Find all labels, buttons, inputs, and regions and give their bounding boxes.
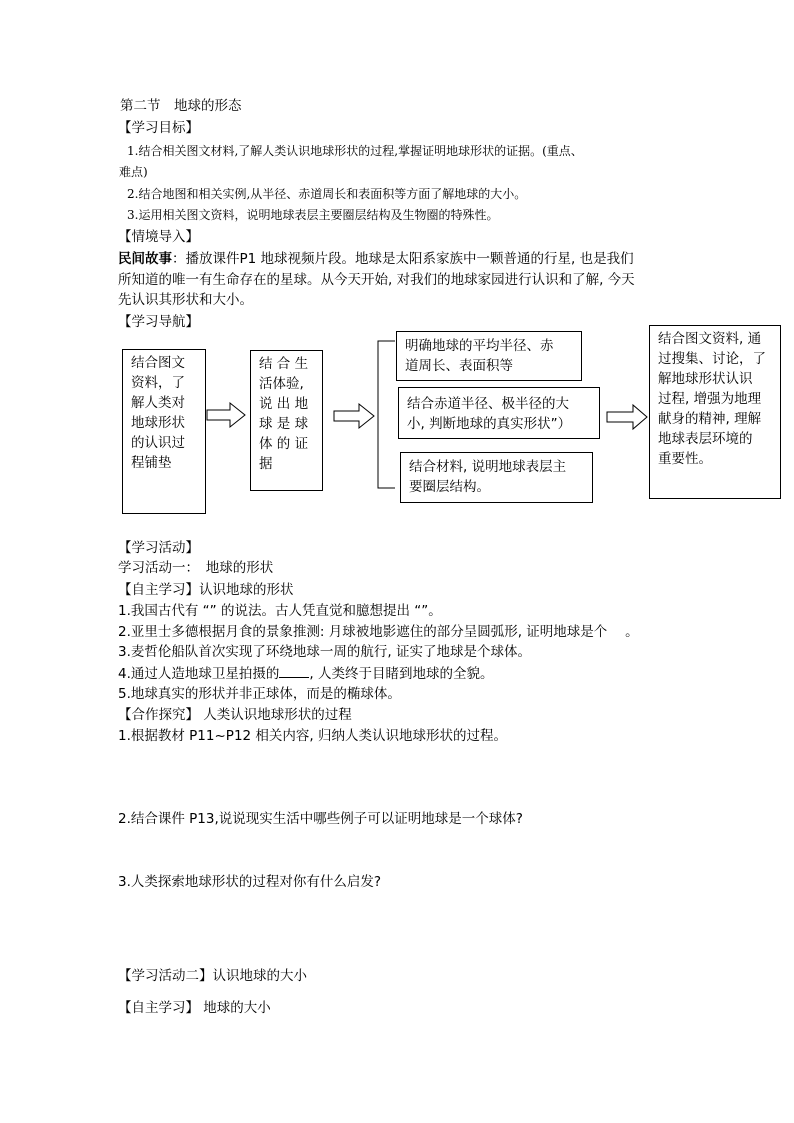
nav-box-5-line: 要圈层结构。 [409,479,490,495]
nav-box-5-line: 结合材料, 说明地球表层主 [409,459,567,475]
question-1: 1.我国古代有 “” 的说法。古人凭直觉和臆想提出 “”。 [118,603,442,619]
intro-line-1-text: ：播放课件P1 地球视频片段。地球是太阳系家族中一颗普通的行星, 也是我们 [172,251,634,267]
nav-box-6-line: 过程, 增强为地理 [658,391,762,407]
activity-2-heading: 【学习活动二】认识地球的大小 [118,968,307,984]
nav-box-2-line: 结 合 生 [259,356,309,372]
nav-box-6-line: 献身的精神, 理解 [658,411,762,427]
nav-box-1-line: 地球形状 [131,415,185,431]
nav-box-1-line: 的认识过 [131,435,185,451]
nav-box-3-line: 明确地球的平均半径、赤 [405,338,554,354]
coop-heading: 【合作探究】 人类认识地球形状的过程 [118,707,352,723]
nav-box-2-line: 球 是 球 [259,416,309,432]
question-3: 3.麦哲伦船队首次实现了环绕地球一周的航行, 证实了地球是个球体。 [118,644,531,660]
arrow-right-icon [207,403,245,427]
nav-box-1-line: 资料，了 [131,375,185,391]
arrow-right-icon [334,404,374,428]
nav-box-6-line: 结合图文资料, 通 [658,331,762,347]
goal-item-3: 3.运用相关图文资料，说明地球表层主要圈层结构及生物圈的特殊性。 [127,208,499,222]
page-title: 第二节 地球的形态 [120,98,242,114]
nav-box-1-line: 解人类对 [131,395,185,411]
nav-box-4-line: 小, 判断地球的真实形状”） [407,416,572,432]
question-4 [118,663,493,684]
question-4-text-end: , 人类终于目睹到地球的全貌。 [309,666,494,682]
coop-question-3: 3.人类探索地球形状的过程对你有什么启发? [118,874,382,890]
story-label: 民间故事 [118,251,172,267]
nav-box-6-line: 重要性。 [658,451,712,467]
goal-item-2: 2.结合地图和相关实例,从半径、赤道周长和表面积等方面了解地球的大小。 [127,187,527,201]
nav-box-1-line: 程铺垫 [131,455,172,471]
goal-item-1: 1.结合相关图文材料,了解人类认识地球形状的过程,掌握证明地球形状的证据。(重点、 [127,144,583,158]
nav-heading: 【学习导航】 [118,314,199,330]
goal-item-1-cont: 难点) [119,165,148,179]
question-4-text: 4.通过人造地球卫星拍摄的 [118,666,280,682]
nav-box-2-line: 据 [259,456,273,472]
nav-box-6-line: 过搜集、讨论，了 [658,351,766,367]
self-study-heading: 【自主学习】认识地球的形状 [118,582,294,598]
intro-line-3: 先认识其形状和大小。 [118,292,253,308]
intro-line-2: 所知道的唯一有生命存在的星球。从今天开始, 对我们的地球家园进行认识和了解, 今天 [118,272,635,288]
nav-box-2-line: 体 的 证 [259,436,309,452]
coop-question-2: 2.结合课件 P13,说说现实生活中哪些例子可以证明地球是一个球体? [118,811,523,827]
intro-heading: 【情境导入】 [118,229,199,245]
question-5: 5.地球真实的形状并非正球体，而是的椭球体。 [118,686,401,702]
activity-heading: 【学习活动】 [118,540,199,556]
arrow-right-icon [607,405,647,429]
answer-blank[interactable] [279,663,309,678]
activity-1-subtitle: 学习活动一： 地球的形状 [118,560,274,576]
activity-2-self-study: 【自主学习】 地球的大小 [118,1000,271,1016]
nav-box-4-line: 结合赤道半径、极半径的大 [407,396,569,412]
coop-question-1: 1.根据教材 P11~P12 相关内容, 归纳人类认识地球形状的过程。 [118,728,507,744]
nav-box-6-line: 解地球形状认识 [658,371,753,387]
nav-box-2-line: 活体验, [259,376,304,392]
nav-box-2-line: 说 出 地 [259,396,309,412]
nav-box-3-line: 道周长、表面积等 [405,358,513,374]
question-2: 2.亚里士多德根据月食的景象推测: 月球被地影遮住的部分呈圆弧形, 证明地球是个 。 [118,624,639,640]
brace-icon [378,341,395,488]
nav-box-1-line: 结合图文 [131,355,185,371]
nav-box-6-line: 地球表层环境的 [658,431,753,447]
goals-heading: 【学习目标】 [118,120,199,136]
